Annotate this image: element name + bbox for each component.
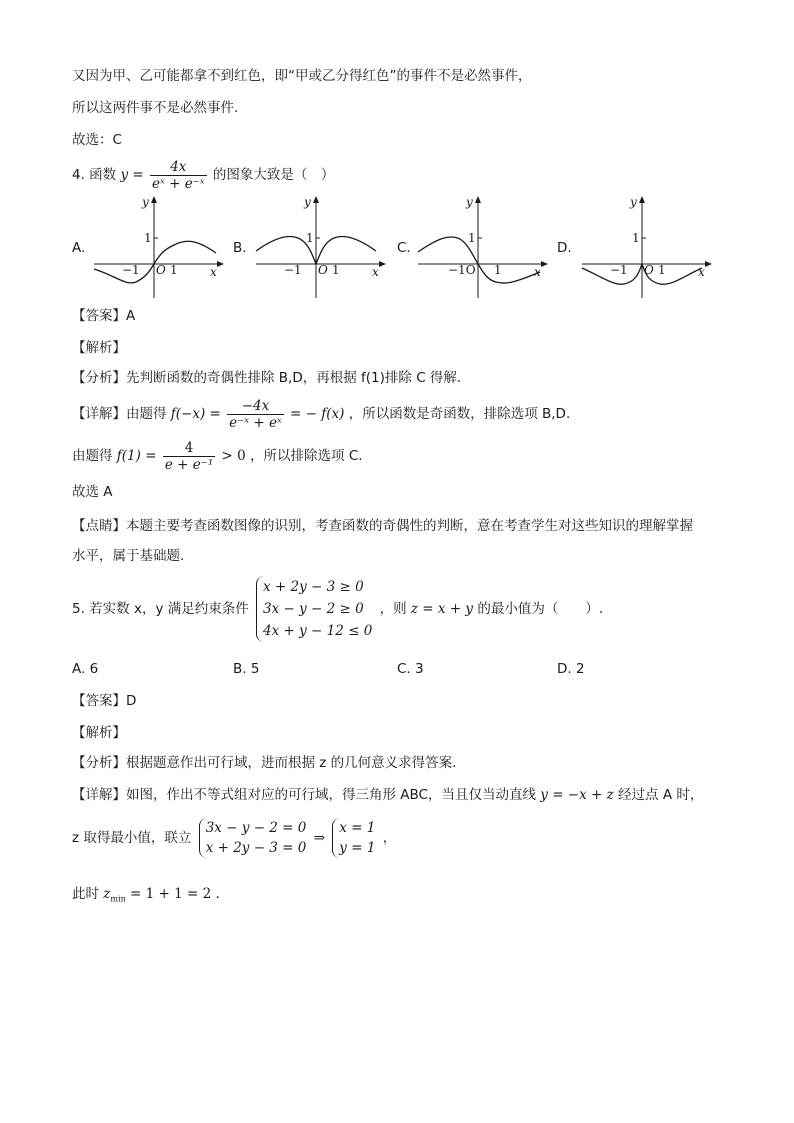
fraction: $\frac{4}{\text{e + e⁻¹}}$ [164,439,214,473]
tick-label-neg1: −1 [610,263,628,277]
tick-label-1: 1 [494,263,502,277]
origin-label: O [318,263,328,277]
detail-line: 由题得 f(1) = $\frac{4}{\text{e + e⁻¹}}$ > 0 ，所以排除选项 C. [72,439,363,473]
tick-label-1: 1 [170,263,178,277]
y-arrow [475,196,481,203]
tick-label-neg1: −1 [284,263,302,277]
x-arrow [541,261,548,267]
option-label-a: A. [72,240,86,256]
final-line: 此时 $z_{min} = 1 + 1 = 2$ . [72,886,220,904]
y-label: y [304,195,311,209]
detail-line: 【详解】如图，作出不等式组对应的可行域，得三角形 ABC，当且仅当动直线 y = −x + z 经过点 A 时， [72,787,704,803]
text-line: 故选 A [72,484,113,500]
fraction: $\frac{-4x}{\text{e⁻ˣ + eˣ}}$ [229,397,282,431]
option-label-b: B. [233,240,247,256]
constraint-system: x + 2y − 3 ≥ 0 3x − y − 2 ≥ 0 4x + y − 12 ≤ 0 [256,576,372,642]
x-label: x [210,265,217,279]
text-line: 又因为甲、乙可能都拿不到红色，即“甲或乙分得红色”的事件不是必然事件， [72,68,532,84]
answer-label: 【答案】A [72,308,136,324]
y-label: y [142,195,149,209]
tick-label-neg1-origin: −1O [448,263,476,277]
tick-label-1: 1 [332,263,340,277]
answer-label: 【答案】D [72,693,137,709]
option-d: D. 2 [557,661,585,677]
detail-line: 【详解】由题得 f(−x) = $\frac{-4x}{\text{e⁻ˣ + eˣ}}$ = − f(x) ，所以函数是奇函数，排除选项 B,D. [72,397,571,431]
tick-label-1: 1 [306,231,314,245]
graph-d [580,194,716,300]
y-label: y [630,195,637,209]
option-label-d: D. [557,240,572,256]
x-arrow [379,261,386,267]
analysis-text: 【分析】根据题意作出可行域，进而根据 z 的几何意义求得答案. [72,755,457,771]
y-label: y [466,195,473,209]
x-arrow [217,261,224,267]
question-4-stem: 4. 函数 y = $\frac{4x}{\text{eˣ + e⁻ˣ}}$ 的图象大致是（ ） [72,158,335,192]
x-label: x [534,265,541,279]
solution-label: 【解析】 [72,340,126,356]
comment-text: 【点睛】本题主要考查函数图像的识别，考查函数的奇偶性的判断，意在考查学生对这些知识的理解掌握 [72,518,693,534]
analysis-text: 【分析】先判断函数的奇偶性排除 B,D，再根据 f(1)排除 C 得解. [72,370,462,386]
text-line: 所以这两件事不是必然事件. [72,100,239,116]
solution-label: 【解析】 [72,725,126,741]
option-b: B. 5 [233,661,260,677]
tick-label-1: 1 [468,231,476,245]
tick-label-1: 1 [632,231,640,245]
option-label-c: C. [397,240,411,256]
graph-a [92,194,228,300]
solution-system: x = 1 y = 1 [332,818,375,858]
graph-c [416,194,552,300]
fraction: $\frac{4x}{\text{eˣ + e⁻ˣ}}$ [152,158,205,192]
y-arrow [639,196,645,203]
curve [94,241,216,283]
y-arrow [151,196,157,203]
origin-label: O [644,263,654,277]
x-label: x [698,265,705,279]
tick-label-1: 1 [144,231,152,245]
x-label: x [372,265,379,279]
detail-line: z 取得最小值，联立 3x − y − 2 = 0 x + 2y − 3 = 0 ⇒ x = 1 y = 1 ， [72,820,397,856]
comment-text: 水平，属于基础题. [72,548,185,564]
text-line: 故选：C [72,132,122,148]
graph-b [254,194,390,300]
curve [418,237,540,283]
tick-label-neg1: −1 [122,263,140,277]
tick-label-1: 1 [658,263,666,277]
x-arrow [705,261,712,267]
option-c: C. 3 [397,661,424,677]
equation-system: 3x − y − 2 = 0 x + 2y − 3 = 0 [199,818,307,858]
y-arrow [313,196,319,203]
option-a: A. 6 [72,661,99,677]
question-5-stem: 5. 若实数 x，y 满足约束条件 x + 2y − 3 ≥ 0 3x − y − 2 ≥ 0 4x + y − 12 ≤ 0 ，则 z = x + y 的最小值为（ ）. [72,576,603,642]
origin-label: O [156,263,166,277]
